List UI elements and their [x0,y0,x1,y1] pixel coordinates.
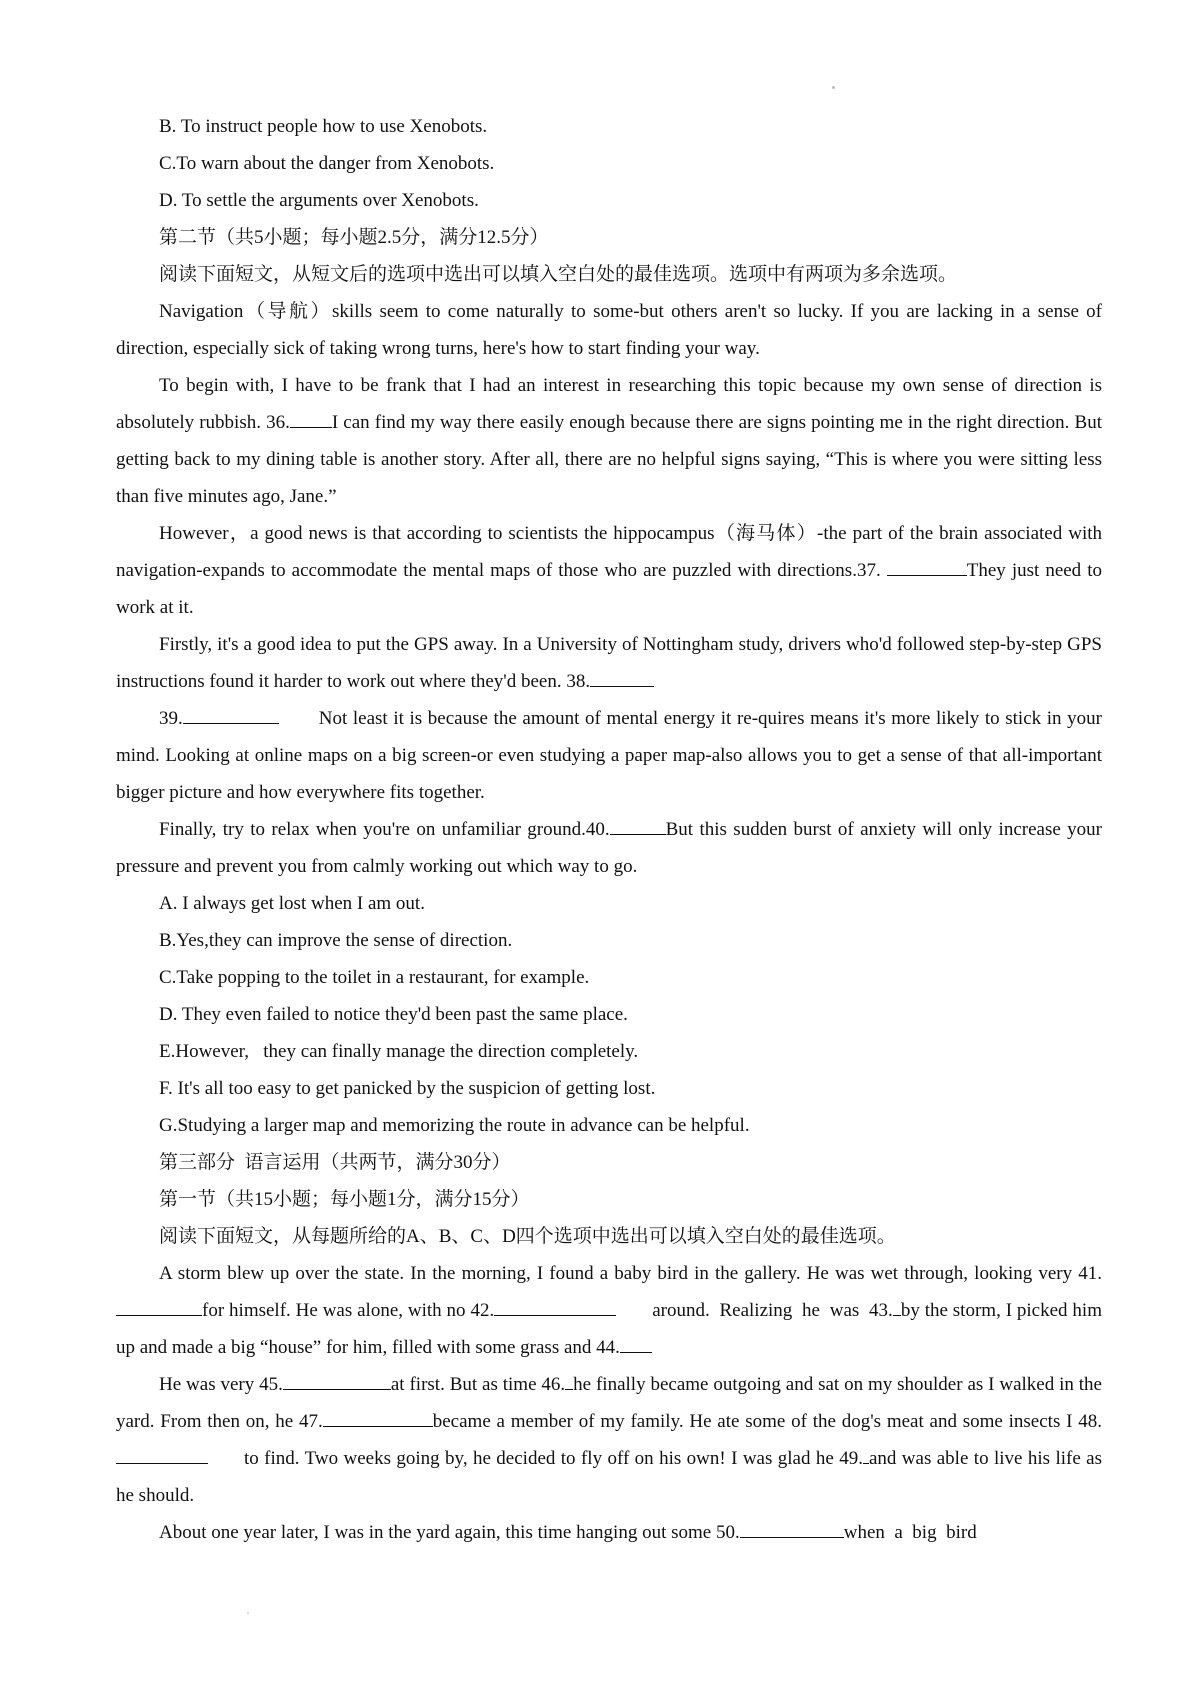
paragraph-text: when a big bird [843,1522,977,1543]
answer-option: B.Yes,they can improve the sense of direction. [159,930,513,951]
answer-option: C.Take popping to the toilet in a restaurant, for example. [159,967,590,988]
paragraph-text: Firstly, it's a good idea to put the GPS away. In a University of Nottingham study, drivers who'd followed step-by-step GPS instructions found it harder to work out where they'd been. 38. [116,634,1102,692]
page-content [116,108,1102,1551]
blank-41 [116,1297,202,1316]
paragraph-navigation-intro: Navigation（导航）skills seem to come naturally to some-but others aren't so lucky. If you are lacking in a sense of direction, especially sick of taking wrong turns, here's how to start finding your way. [116,301,1102,359]
paragraph-text: However，a good news is that according to scientists the hippocampus（海马体）-the part of the brain associated with navigation-expands to accommodate the mental maps of those who are puzzled with directions.37. [116,523,1102,581]
blank-38 [590,668,654,687]
paragraph-text: To begin with, I have to be frank that I had an interest in researching this topic because my own sense of direction is absolutely rubbish. 36. [116,375,1102,433]
answer-option: A. I always get lost when I am out. [159,893,425,914]
paragraph-text: About one year later, I was in the yard again, this time hanging out some 50. [159,1522,740,1543]
blank-40 [610,816,666,835]
paragraph-one-year-later [116,1514,1102,1551]
part3-section1-header: 第一节（共15小题；每小题1分，满分15分） [159,1189,530,1210]
blank-45 [283,1371,391,1390]
blank-39 [183,705,279,724]
paragraph-text: 39. [159,708,183,729]
paragraph-bird-family [116,1366,1102,1514]
paragraph-text: he finally became outgoing and sat on my shoulder as I walked in the yard. From then on, he 47. [116,1374,1102,1432]
paragraph-37 [116,515,1102,626]
paragraph-text: They just need to work at it. [116,560,1103,618]
blank-43 [893,1297,901,1316]
answer-option: D. They even failed to notice they'd been past the same place. [159,1004,628,1025]
answer-option: E.However, they can finally manage the direction completely. [159,1041,639,1062]
paragraph-38 [116,626,1102,700]
paragraph-40 [116,811,1102,885]
paragraph-text: and was able to live his life as he should. [116,1448,1102,1506]
blank-42 [494,1297,616,1316]
paragraph-text: around. Realizing he was 43. [652,1300,893,1321]
section2-instruction: 阅读下面短文，从短文后的选项中选出可以填入空白处的最佳选项。选项中有两项为多余选项。 [159,264,958,285]
paragraph-36 [116,367,1102,515]
blank-37 [887,557,967,576]
paragraph-text: I can find my way there easily enough because there are signs pointing me in the right direction. But getting back to my dining table is another story. After all, there are no helpful signs saying, “This is where you were sitting less than five minutes ago, Jane.” [116,412,1102,507]
option-b: B. To instruct people how to use Xenobots. [159,116,488,137]
paragraph-39 [116,700,1102,811]
paragraph-storm [116,1255,1102,1366]
blank-48 [116,1445,208,1464]
answer-option: G.Studying a larger map and memorizing the route in advance can be helpful. [159,1115,750,1136]
option-d: D. To settle the arguments over Xenobots. [159,190,479,211]
paragraph-text: He was very 45. [159,1374,283,1395]
option-c: C.To warn about the danger from Xenobots. [159,153,495,174]
blank-46 [565,1371,573,1390]
blank-47 [323,1408,433,1427]
part3-instruction: 阅读下面短文，从每题所给的A、B、C、D四个选项中选出可以填入空白处的最佳选项。 [159,1226,896,1247]
paragraph-text: Finally, try to relax when you're on unfamiliar ground.40. [159,819,610,840]
paragraph-text: at first. But as time 46. [390,1374,566,1395]
section2-header: 第二节（共5小题；每小题2.5分，满分12.5分） [159,227,549,248]
scan-speck [832,86,835,89]
blank-44 [620,1334,652,1353]
scan-speck [247,1612,249,1614]
paragraph-text: for himself. He was alone, with no 42. [202,1300,495,1321]
paragraph-text: became a member of my family. He ate some of the dog's meat and some insects I 48. [432,1411,1102,1432]
blank-50 [740,1519,844,1538]
paragraph-text: Not least it is because the amount of mental energy it re-quires means it's more likely to stick in your mind. Looking at online maps on a big screen-or even studying a paper map-also allows you to get a sense of that all-important bigger picture and how everywhere fits together. [116,708,1102,803]
blank-36 [290,409,332,428]
part3-header: 第三部分 语言运用（共两节，满分30分） [159,1152,511,1173]
paragraph-text: to find. Two weeks going by, he decided to fly off on his own! I was glad he 49. [244,1448,863,1469]
paragraph-text: But this sudden burst of anxiety will only increase your pressure and prevent you from calmly working out which way to go. [116,819,1102,877]
answer-option: F. It's all too easy to get panicked by the suspicion of getting lost. [159,1078,656,1099]
paragraph-text: A storm blew up over the state. In the morning, I found a baby bird in the gallery. He was wet through, looking very 41. [159,1263,1102,1284]
paragraph-text: by the storm, I picked him up and made a big “house” for him, filled with some grass and 44. [116,1300,1102,1358]
